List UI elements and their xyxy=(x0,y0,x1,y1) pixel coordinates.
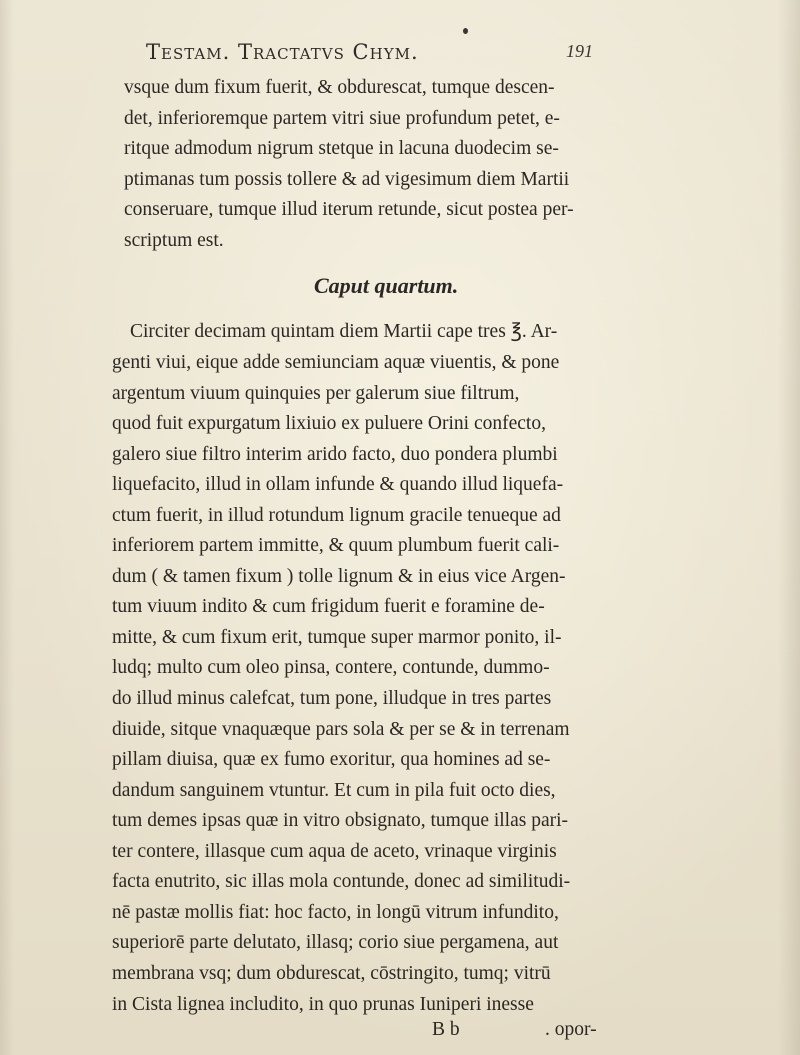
signature-mark: B b xyxy=(432,1019,460,1041)
text-line: det, inferioremque partem vitri siue profundum petet, e- xyxy=(124,107,560,129)
text-line: diuide, sitque vnaquæque pars sola & per se & in terrenam xyxy=(112,718,570,740)
text-line: ptimanas tum possis tollere & ad vigesimum diem Martii xyxy=(124,168,570,190)
text-line: Circiter decimam quintam diem Martii cape tres ℥. Ar- xyxy=(130,321,558,343)
text-line: in Cista lignea includito, in quo prunas Iuniperi inesse xyxy=(112,993,534,1015)
text-line: pillam diuisa, quæ ex fumo exoritur, qua homines ad se- xyxy=(112,749,551,771)
text-line: dum ( & tamen fixum ) tolle lignum & in eius vice Argen- xyxy=(112,565,566,587)
text-line: nē pastæ mollis fiat: hoc facto, in longū vitrum infundito, xyxy=(112,901,559,923)
text-line: genti viui, eique adde semiunciam aquæ viuentis, & pone xyxy=(112,351,560,373)
text-line: ludq; multo cum oleo pinsa, contere, contunde, dummo- xyxy=(112,657,550,679)
text-line: do illud minus calefcat, tum pone, illudque in tres partes xyxy=(112,688,552,709)
text-line: ritque admodum nigrum stetque in lacuna duodecim se- xyxy=(124,138,559,160)
text-line: scriptum est. xyxy=(124,229,224,251)
text-line: conseruare, tumque illud iterum retunde, sicut postea per- xyxy=(124,199,574,221)
text-line: liquefacito, illud in ollam infunde & quando illud liquefa- xyxy=(112,474,564,496)
text-line: inferiorem partem immitte, & quum plumbum fuerit cali- xyxy=(112,535,560,557)
chapter-heading: Caput quartum. xyxy=(314,273,459,299)
text-line: dandum sanguinem vtuntur. Et cum in pila fuit octo dies, xyxy=(112,779,556,801)
text-line: tum demes ipsas quæ in vitro obsignato, tumque illas pari- xyxy=(112,810,569,832)
page-number: 191 xyxy=(566,41,593,61)
text-line: membrana vsq; dum obdurescat, cōstringito, tumq; vitrū xyxy=(112,962,551,984)
text-line: superiorē parte delutato, illasq; corio siue pergamena, aut xyxy=(112,932,559,954)
text-line: quod fuit expurgatum lixiuio ex puluere Orini confecto, xyxy=(112,413,546,435)
text-line: argentum viuum quinquies per galerum siue filtrum, xyxy=(112,382,520,404)
text-line: vsque dum fixum fuerit, & obdurescat, tumque descen- xyxy=(124,77,555,98)
text-line: ter contere, illasque cum aqua de aceto, vrinaque virginis xyxy=(112,840,557,862)
text-line: facta enutrito, sic illas mola contunde, donec ad similitudi- xyxy=(112,871,571,893)
catchword: . opor- xyxy=(545,1019,597,1041)
text-line: galero siue filtro interim arido facto, duo pondera plumbi xyxy=(112,443,558,465)
text-line: tum viuum indito & cum frigidum fuerit e foramine de- xyxy=(112,596,545,618)
text-line: mitte, & cum fixum erit, tumque super marmor ponito, il- xyxy=(112,626,562,648)
text-line: ctum fuerit, in illud rotundum lignum gracile tenueque ad xyxy=(112,504,561,526)
running-head: Testam. Tractatvs Chym. xyxy=(146,40,419,64)
